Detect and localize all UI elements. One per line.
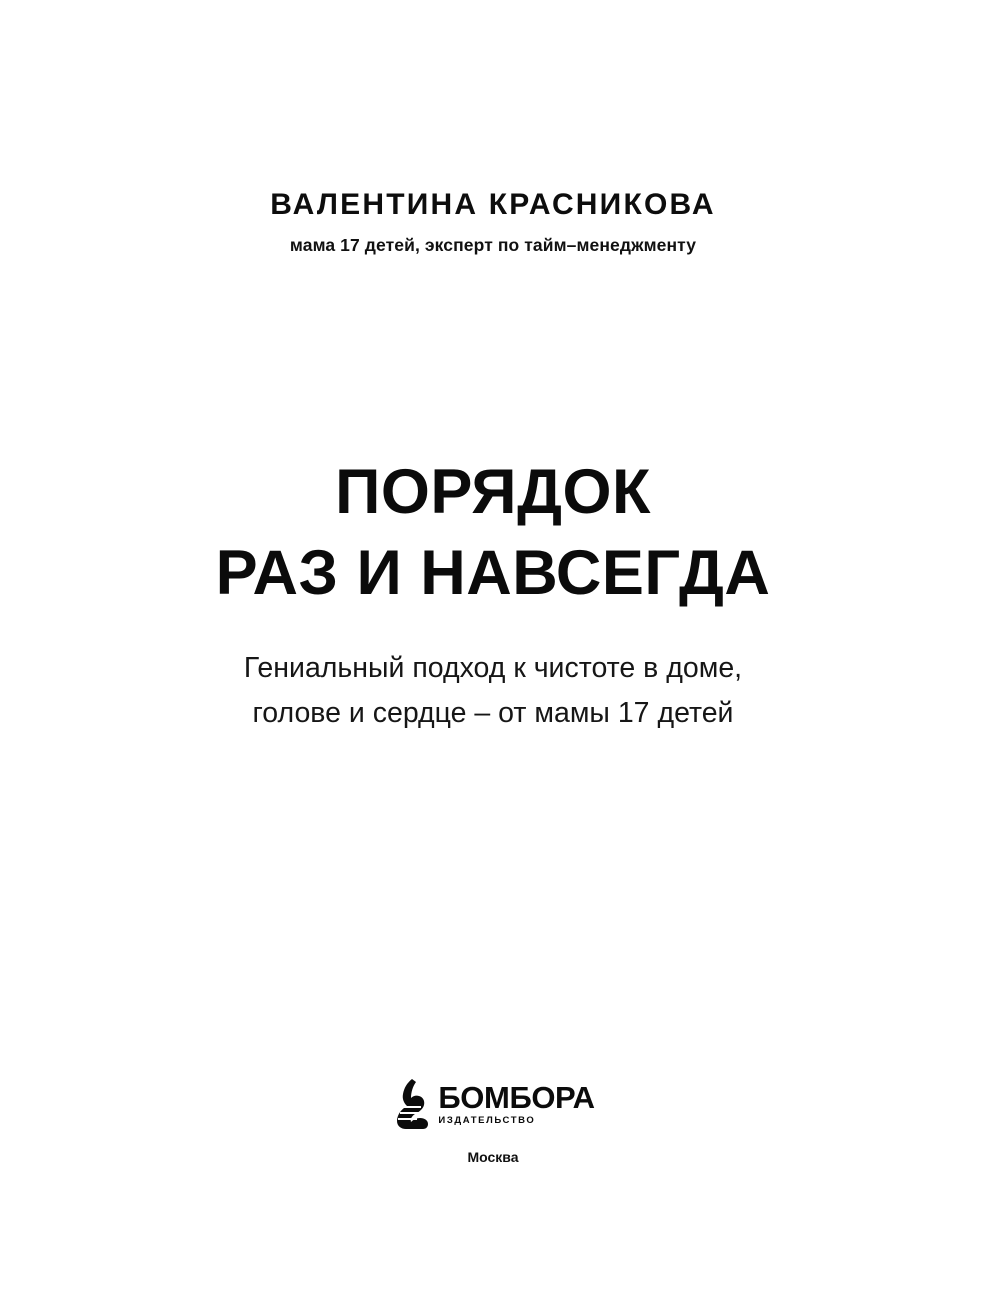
book-subtitle-line-1: Гениальный подход к чистоте в доме, xyxy=(243,652,743,684)
book-title-line-2: РАЗ И НАВСЕГДА xyxy=(215,537,771,608)
publisher-block xyxy=(0,1078,986,1165)
author-tagline: мама 17 детей, эксперт по тайм–менеджменту xyxy=(289,234,697,255)
bombora-logo-icon xyxy=(391,1078,429,1130)
publisher-subname: ИЗДАТЕЛЬСТВО xyxy=(438,1115,536,1127)
author-block xyxy=(0,188,986,256)
book-subtitle-line-2: голове и сердце – от мамы 17 детей xyxy=(252,697,734,730)
publisher-wordmark xyxy=(438,1082,594,1126)
book-title xyxy=(0,452,986,613)
book-subtitle xyxy=(0,646,986,736)
author-name: ВАЛЕНТИНА КРАСНИКОВА xyxy=(270,188,716,221)
publisher-name: БОМБОРА xyxy=(438,1080,595,1116)
publisher-logo-row xyxy=(0,1078,986,1130)
publisher-city: Москва xyxy=(467,1149,519,1165)
book-title-line-1: ПОРЯДОК xyxy=(335,457,651,527)
